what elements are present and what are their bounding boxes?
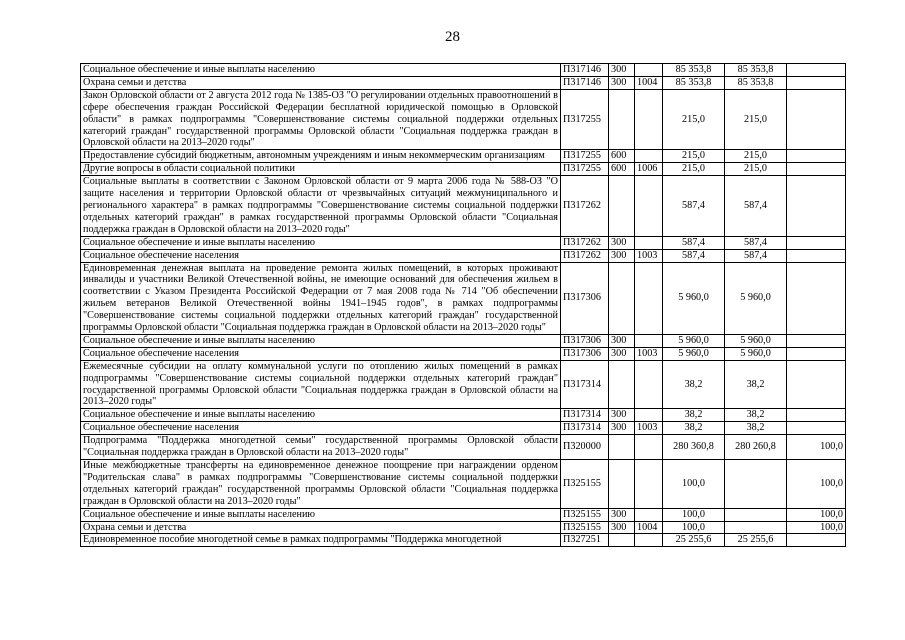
row-expense-type-cell xyxy=(609,262,635,334)
row-code-cell: П317314 xyxy=(561,409,609,422)
page-number: 28 xyxy=(445,29,460,45)
row-code-cell: П317306 xyxy=(561,262,609,334)
row-amount-federal-cell xyxy=(787,64,846,77)
row-amount-federal-cell xyxy=(787,360,846,409)
row-name-cell: Подпрограмма "Поддержка многодетной семьи" государственной программы Орловской области "Социальная поддержка граждан в Орловской области на 2013–2020 годы" xyxy=(81,435,561,460)
table-row xyxy=(81,64,846,77)
row-code-cell: П317314 xyxy=(561,360,609,409)
row-amount-total-cell: 215,0 xyxy=(663,89,725,150)
row-expense-type-cell: 300 xyxy=(609,521,635,534)
row-amount-federal-cell xyxy=(787,236,846,249)
table-row xyxy=(81,150,846,163)
row-amount-federal-cell: 100,0 xyxy=(787,435,846,460)
row-name-cell: Предоставление субсидий бюджетным, автономным учреждениям и иным некоммерческим организациям xyxy=(81,150,561,163)
row-expense-type-cell: 300 xyxy=(609,236,635,249)
row-expense-type-cell xyxy=(609,460,635,509)
row-code-cell: П317262 xyxy=(561,236,609,249)
row-amount-federal-cell xyxy=(787,150,846,163)
row-section-cell: 1003 xyxy=(635,347,663,360)
row-amount-total-cell: 215,0 xyxy=(663,163,725,176)
row-section-cell: 1004 xyxy=(635,76,663,89)
row-amount-federal-cell xyxy=(787,176,846,237)
row-amount-own-cell: 25 255,6 xyxy=(725,534,787,547)
table-row xyxy=(81,460,846,509)
row-expense-type-cell: 300 xyxy=(609,249,635,262)
row-name-cell: Единовременное пособие многодетной семье в рамках подпрограммы "Поддержка многодетной xyxy=(81,534,561,547)
row-amount-total-cell: 587,4 xyxy=(663,236,725,249)
row-amount-total-cell: 85 353,8 xyxy=(663,64,725,77)
row-amount-own-cell: 38,2 xyxy=(725,409,787,422)
row-amount-total-cell: 5 960,0 xyxy=(663,334,725,347)
row-section-cell xyxy=(635,409,663,422)
row-amount-total-cell: 5 960,0 xyxy=(663,262,725,334)
row-amount-own-cell: 280 260,8 xyxy=(725,435,787,460)
row-amount-own-cell: 215,0 xyxy=(725,163,787,176)
row-section-cell xyxy=(635,262,663,334)
row-code-cell: П325155 xyxy=(561,460,609,509)
row-amount-own-cell: 5 960,0 xyxy=(725,334,787,347)
table-row xyxy=(81,360,846,409)
row-code-cell: П317255 xyxy=(561,150,609,163)
row-amount-own-cell: 38,2 xyxy=(725,422,787,435)
row-expense-type-cell: 600 xyxy=(609,150,635,163)
row-amount-own-cell: 85 353,8 xyxy=(725,76,787,89)
row-amount-own-cell: 5 960,0 xyxy=(725,262,787,334)
row-name-cell: Социальное обеспечение и иные выплаты населению xyxy=(81,64,561,77)
table-row xyxy=(81,262,846,334)
row-section-cell xyxy=(635,508,663,521)
table-row xyxy=(81,435,846,460)
row-name-cell: Социальное обеспечение населения xyxy=(81,249,561,262)
row-name-cell: Другие вопросы в области социальной политики xyxy=(81,163,561,176)
row-amount-total-cell: 85 353,8 xyxy=(663,76,725,89)
row-amount-total-cell: 100,0 xyxy=(663,460,725,509)
row-expense-type-cell xyxy=(609,360,635,409)
row-amount-total-cell: 38,2 xyxy=(663,422,725,435)
table-row xyxy=(81,521,846,534)
row-section-cell xyxy=(635,236,663,249)
table-row xyxy=(81,422,846,435)
row-amount-own-cell: 587,4 xyxy=(725,236,787,249)
row-section-cell: 1006 xyxy=(635,163,663,176)
table-row xyxy=(81,249,846,262)
row-code-cell: П317255 xyxy=(561,163,609,176)
row-name-cell: Единовременная денежная выплата на проведение ремонта жилых помещений, в которых проживают инвалиды и участники Великой Отечественной войны, не имеющие оснований для обеспечения жильем в соответствии с Указом Президента Российской Федерации от 7 мая 2008 года № 714 "Об обеспечении жильем ветеранов Великой Отечественной войны 1941–1945 годов", в рамках подпрограммы "Совершенствование системы социальной поддержки отдельных категорий граждан" государственной программы Орловской области "Социальная поддержка граждан в Орловской области на 2013–2020 годы" xyxy=(81,262,561,334)
row-amount-total-cell: 587,4 xyxy=(663,249,725,262)
row-expense-type-cell xyxy=(609,534,635,547)
row-amount-total-cell: 280 360,8 xyxy=(663,435,725,460)
row-amount-federal-cell xyxy=(787,249,846,262)
row-amount-own-cell: 38,2 xyxy=(725,360,787,409)
row-amount-own-cell: 85 353,8 xyxy=(725,64,787,77)
row-expense-type-cell xyxy=(609,435,635,460)
row-amount-own-cell xyxy=(725,508,787,521)
budget-table-body xyxy=(81,64,846,547)
row-amount-federal-cell xyxy=(787,422,846,435)
row-section-cell xyxy=(635,460,663,509)
row-amount-total-cell: 100,0 xyxy=(663,521,725,534)
table-row xyxy=(81,334,846,347)
row-amount-federal-cell: 100,0 xyxy=(787,521,846,534)
row-section-cell: 1004 xyxy=(635,521,663,534)
row-code-cell: П317262 xyxy=(561,249,609,262)
table-row xyxy=(81,76,846,89)
row-amount-federal-cell xyxy=(787,334,846,347)
row-expense-type-cell: 300 xyxy=(609,422,635,435)
row-code-cell: П317255 xyxy=(561,89,609,150)
row-code-cell: П317146 xyxy=(561,76,609,89)
row-expense-type-cell: 300 xyxy=(609,64,635,77)
row-code-cell: П317146 xyxy=(561,64,609,77)
row-amount-total-cell: 587,4 xyxy=(663,176,725,237)
row-name-cell: Социальное обеспечение и иные выплаты населению xyxy=(81,508,561,521)
row-section-cell xyxy=(635,176,663,237)
row-amount-total-cell: 25 255,6 xyxy=(663,534,725,547)
row-code-cell: П317262 xyxy=(561,176,609,237)
row-section-cell xyxy=(635,89,663,150)
row-section-cell xyxy=(635,534,663,547)
table-row xyxy=(81,534,846,547)
row-amount-federal-cell: 100,0 xyxy=(787,508,846,521)
row-amount-federal-cell xyxy=(787,76,846,89)
table-row xyxy=(81,409,846,422)
row-expense-type-cell: 300 xyxy=(609,347,635,360)
row-expense-type-cell xyxy=(609,176,635,237)
row-code-cell: П317306 xyxy=(561,334,609,347)
row-section-cell xyxy=(635,435,663,460)
row-code-cell: П317314 xyxy=(561,422,609,435)
row-section-cell xyxy=(635,360,663,409)
row-name-cell: Охрана семьи и детства xyxy=(81,521,561,534)
table-row xyxy=(81,347,846,360)
row-amount-total-cell: 38,2 xyxy=(663,409,725,422)
row-amount-own-cell: 215,0 xyxy=(725,89,787,150)
row-name-cell: Социальные выплаты в соответствии с Законом Орловской области от 9 марта 2006 года № 588-ОЗ "О защите населения и территории Орловской области от чрезвычайных ситуаций межмуниципального и регионального характера" в рамках подпрограммы "Совершенствование системы социальной поддержки отдельных категорий граждан" в рамках государственной программы Орловской области "Социальная поддержка граждан в Орловской области на 2013–2020 годы" xyxy=(81,176,561,237)
table-row xyxy=(81,176,846,237)
row-name-cell: Социальное обеспечение и иные выплаты населению xyxy=(81,334,561,347)
row-amount-federal-cell xyxy=(787,534,846,547)
row-section-cell: 1003 xyxy=(635,249,663,262)
row-amount-own-cell: 587,4 xyxy=(725,249,787,262)
row-name-cell: Социальное обеспечение населения xyxy=(81,347,561,360)
row-section-cell: 1003 xyxy=(635,422,663,435)
row-name-cell: Социальное обеспечение населения xyxy=(81,422,561,435)
row-amount-own-cell: 5 960,0 xyxy=(725,347,787,360)
table-row xyxy=(81,89,846,150)
row-amount-federal-cell: 100,0 xyxy=(787,460,846,509)
row-amount-federal-cell xyxy=(787,347,846,360)
row-name-cell: Закон Орловской области от 2 августа 2012 года № 1385-ОЗ "О регулировании отдельных правоотношений в сфере обеспечения граждан Российской Федерации бесплатной юридической помощью в Орловской области" в рамках подпрограммы "Совершенствование системы социальной поддержки отдельных категорий граждан" государственной программы Орловской области "Социальная поддержка граждан в Орловской области на 2013–2020 годы" xyxy=(81,89,561,150)
row-amount-own-cell xyxy=(725,521,787,534)
table-row xyxy=(81,163,846,176)
row-amount-federal-cell xyxy=(787,409,846,422)
row-amount-total-cell: 215,0 xyxy=(663,150,725,163)
row-amount-total-cell: 38,2 xyxy=(663,360,725,409)
row-amount-total-cell: 100,0 xyxy=(663,508,725,521)
row-name-cell: Социальное обеспечение и иные выплаты населению xyxy=(81,236,561,249)
row-name-cell: Охрана семьи и детства xyxy=(81,76,561,89)
row-amount-own-cell: 215,0 xyxy=(725,150,787,163)
row-code-cell: П325155 xyxy=(561,508,609,521)
row-name-cell: Социальное обеспечение и иные выплаты населению xyxy=(81,409,561,422)
row-code-cell: П317306 xyxy=(561,347,609,360)
budget-table xyxy=(80,63,846,547)
row-amount-federal-cell xyxy=(787,89,846,150)
row-expense-type-cell: 600 xyxy=(609,163,635,176)
row-expense-type-cell xyxy=(609,89,635,150)
row-expense-type-cell: 300 xyxy=(609,409,635,422)
row-expense-type-cell: 300 xyxy=(609,334,635,347)
row-expense-type-cell: 300 xyxy=(609,508,635,521)
row-amount-own-cell: 587,4 xyxy=(725,176,787,237)
row-code-cell: П320000 xyxy=(561,435,609,460)
row-name-cell: Ежемесячные субсидии на оплату коммунальной услуги по отоплению жилых помещений в рамках подпрограммы "Совершенствование системы социальной поддержки отдельных категорий граждан" государственной программы Орловской области "Социальная поддержка граждан в Орловской области на 2013–2020 годы" xyxy=(81,360,561,409)
row-expense-type-cell: 300 xyxy=(609,76,635,89)
row-code-cell: П327251 xyxy=(561,534,609,547)
row-section-cell xyxy=(635,334,663,347)
row-name-cell: Иные межбюджетные трансферты на единовременное денежное поощрение при награждении орденом "Родительская слава" в рамках подпрограммы "Совершенствование системы социальной поддержки отдельных категорий граждан" государственной программы Орловской области "Социальная поддержка граждан в Орловской области на 2013–2020 годы" xyxy=(81,460,561,509)
row-amount-federal-cell xyxy=(787,262,846,334)
row-amount-federal-cell xyxy=(787,163,846,176)
row-section-cell xyxy=(635,150,663,163)
row-section-cell xyxy=(635,64,663,77)
row-amount-total-cell: 5 960,0 xyxy=(663,347,725,360)
table-row xyxy=(81,236,846,249)
row-amount-own-cell xyxy=(725,460,787,509)
row-code-cell: П325155 xyxy=(561,521,609,534)
table-row xyxy=(81,508,846,521)
